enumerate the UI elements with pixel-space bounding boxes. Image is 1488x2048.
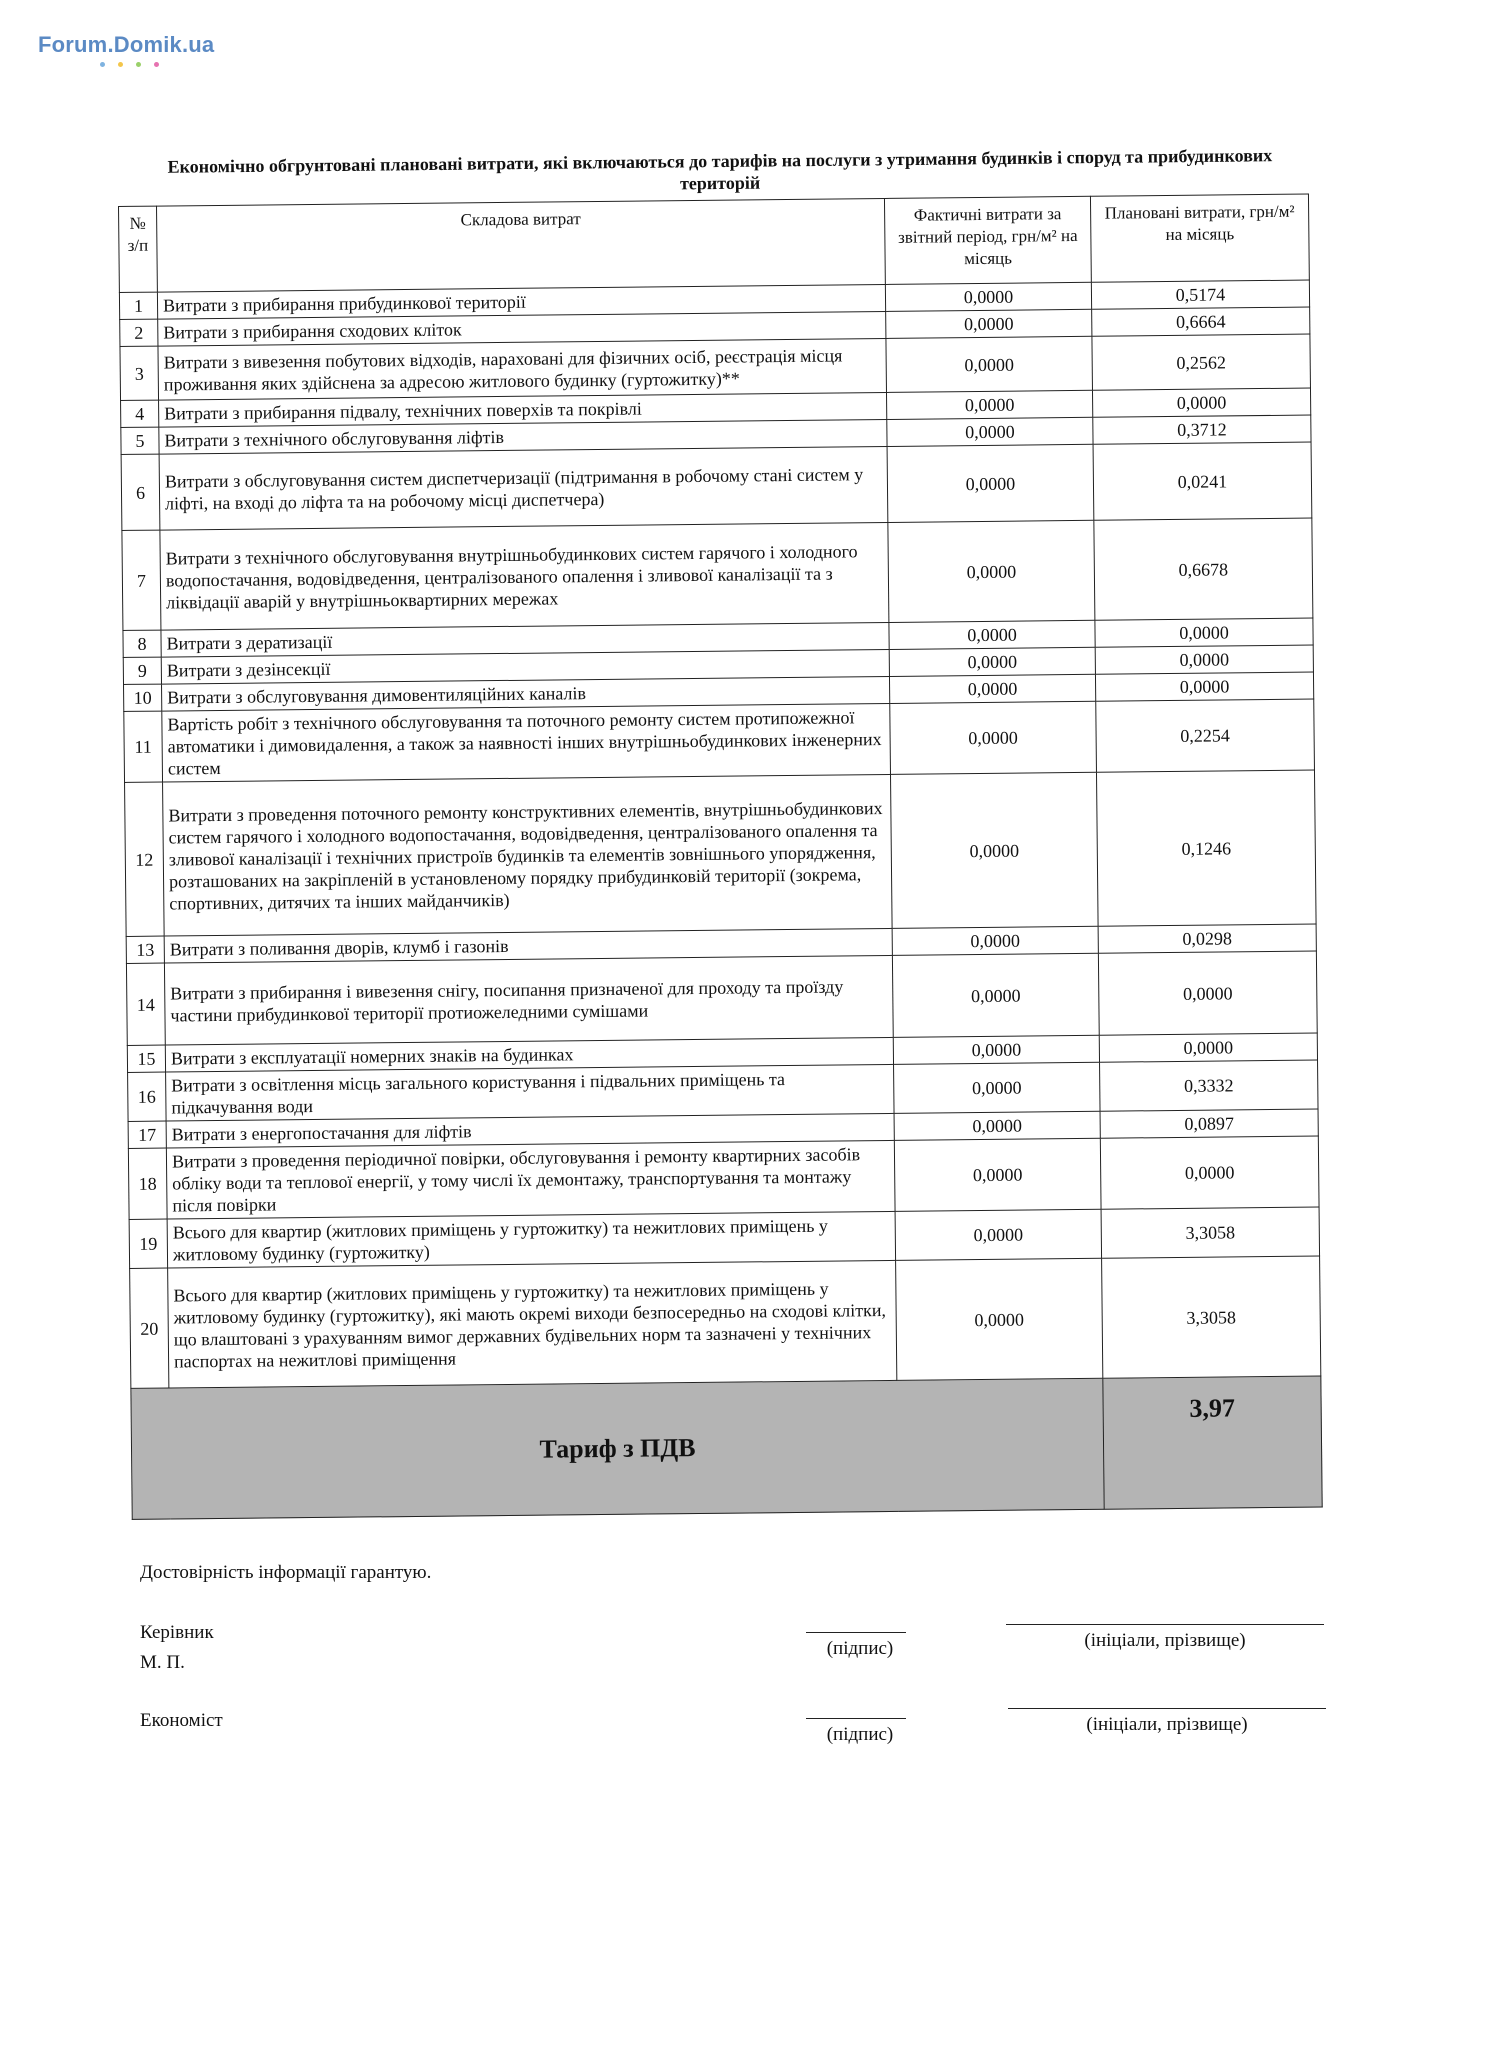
economist-name-label: (ініціали, прізвище) bbox=[1086, 1714, 1248, 1735]
row-number: 19 bbox=[129, 1219, 168, 1268]
economist-label: Економіст bbox=[140, 1710, 223, 1731]
stamp-label: М. П. bbox=[140, 1652, 185, 1673]
row-name: Витрати з прибирання і вивезення снігу, посипання призначеної для проходу та проїзду частини прибудинкової території протиожеледними сумішами bbox=[164, 955, 893, 1045]
row-number: 10 bbox=[124, 684, 162, 711]
row-number: 14 bbox=[126, 963, 165, 1045]
row-plan-value: 0,1246 bbox=[1096, 770, 1316, 926]
row-plan-value: 0,0000 bbox=[1092, 388, 1310, 417]
row-fact-value: 0,0000 bbox=[889, 647, 1095, 676]
table-row bbox=[130, 1256, 1321, 1388]
row-fact-value: 0,0000 bbox=[889, 674, 1095, 703]
row-plan-value: 0,0298 bbox=[1098, 924, 1316, 953]
economist-signature-line bbox=[806, 1718, 906, 1719]
watermark-dot bbox=[154, 62, 159, 67]
row-plan-value: 0,2562 bbox=[1092, 334, 1311, 390]
row-number: 11 bbox=[124, 711, 163, 782]
row-fact-value: 0,0000 bbox=[892, 926, 1098, 955]
row-fact-value: 0,0000 bbox=[892, 953, 1099, 1037]
row-fact-value: 0,0000 bbox=[893, 1035, 1099, 1064]
table-header-row bbox=[119, 194, 1310, 292]
row-plan-value: 0,0000 bbox=[1100, 1136, 1319, 1209]
table-row bbox=[125, 770, 1317, 936]
row-plan-value: 0,0897 bbox=[1100, 1109, 1318, 1138]
table-row bbox=[122, 518, 1313, 630]
row-name: Витрати з поливання дворів, клумб і газонів bbox=[164, 928, 892, 963]
row-name: Витрати з прибирання прибудинкової території bbox=[157, 284, 885, 319]
row-number: 16 bbox=[128, 1072, 167, 1121]
total-value: 3,97 bbox=[1103, 1376, 1322, 1509]
table-row bbox=[121, 442, 1312, 530]
row-fact-value: 0,0000 bbox=[885, 282, 1091, 311]
row-name: Всього для квартир (житлових приміщень у гуртожитку) та нежитлових приміщень у житловому будинку (гуртожитку), які мають окремі виходи безпосередньо на сходові клітки, що влаштовані з урахуванням вимог державних будівельних норм та зазначені у технічних паспортах на нежитлові приміщення bbox=[168, 1260, 897, 1388]
expenses-table bbox=[118, 194, 1323, 1520]
row-number: 2 bbox=[120, 319, 158, 346]
guarantee-text: Достовірність інформації гарантую. bbox=[140, 1562, 432, 1583]
row-name: Витрати з дезінсекції bbox=[161, 649, 889, 684]
expenses-sheet bbox=[118, 194, 1322, 1520]
watermark-dot bbox=[136, 62, 141, 67]
row-fact-value: 0,0000 bbox=[886, 336, 1093, 392]
total-row bbox=[131, 1376, 1322, 1519]
watermark-dot bbox=[118, 62, 123, 67]
row-number: 20 bbox=[130, 1268, 169, 1388]
row-name: Витрати з експлуатації номерних знаків на будинках bbox=[165, 1037, 893, 1072]
row-number: 9 bbox=[123, 657, 161, 684]
row-plan-value: 0,0000 bbox=[1099, 1033, 1317, 1062]
manager-name-label: (ініціали, прізвище) bbox=[1084, 1630, 1246, 1651]
row-plan-value: 0,6664 bbox=[1092, 307, 1310, 336]
row-plan-value: 0,0000 bbox=[1098, 951, 1317, 1035]
header-fact: Фактичні витрати за звітний період, грн/м² на місяць bbox=[884, 196, 1091, 284]
row-fact-value: 0,0000 bbox=[896, 1258, 1103, 1380]
row-plan-value: 0,0000 bbox=[1095, 645, 1313, 674]
row-fact-value: 0,0000 bbox=[887, 444, 1094, 522]
economist-signature-label: (підпис) bbox=[826, 1724, 894, 1745]
row-name: Витрати з енергопостачання для ліфтів bbox=[166, 1113, 894, 1148]
economist-name-line bbox=[1008, 1708, 1326, 1709]
row-name: Витрати з прибирання сходових кліток bbox=[158, 311, 886, 346]
forum-watermark: Forum.Domik.ua bbox=[38, 32, 215, 57]
row-fact-value: 0,0000 bbox=[890, 772, 1098, 928]
row-number: 8 bbox=[123, 630, 161, 657]
manager-signature-line bbox=[806, 1632, 906, 1633]
row-plan-value: 0,3712 bbox=[1093, 415, 1311, 444]
row-number: 4 bbox=[121, 400, 159, 427]
row-fact-value: 0,0000 bbox=[888, 520, 1095, 622]
row-name: Вартість робіт з технічного обслуговування та поточного ремонту систем протипожежної автоматики і димовидалення, а також за наявності інших внутрішньобудинкових інженерних систем bbox=[162, 703, 891, 782]
row-plan-value: 0,2254 bbox=[1096, 699, 1315, 772]
row-number: 5 bbox=[121, 427, 159, 454]
row-name: Всього для квартир (житлових приміщень у гуртожитку) та нежитлових приміщень у житловому будинку (гуртожитку) bbox=[167, 1211, 895, 1268]
row-plan-value: 0,6678 bbox=[1094, 518, 1313, 620]
header-plan: Плановані витрати, грн/м² на місяць bbox=[1090, 194, 1309, 282]
table-row bbox=[128, 1136, 1319, 1219]
row-name: Витрати з технічного обслуговування внутрішньобудинкових систем гарячого і холодного водопостачання, водовідведення, централізованого опалення і зливової каналізації та з ліквідації аварій у внутрішньоквартирних мережах bbox=[160, 522, 889, 630]
watermark-dot bbox=[100, 62, 105, 67]
row-fact-value: 0,0000 bbox=[895, 1209, 1102, 1260]
row-plan-value: 3,3058 bbox=[1102, 1256, 1321, 1378]
row-plan-value: 0,0000 bbox=[1095, 672, 1313, 701]
table-body bbox=[119, 280, 1320, 1388]
row-fact-value: 0,0000 bbox=[886, 390, 1092, 419]
row-plan-value: 0,0241 bbox=[1093, 442, 1312, 520]
watermark-dots bbox=[100, 62, 159, 67]
row-fact-value: 0,0000 bbox=[889, 620, 1095, 649]
total-label: Тариф з ПДВ bbox=[131, 1378, 1104, 1519]
manager-label: Керівник bbox=[140, 1622, 214, 1643]
row-name: Витрати з вивезення побутових відходів, нараховані для фізичних осіб, реєстрація місця проживання яких здійснена за адресою житлового будинку (гуртожитку)** bbox=[158, 338, 887, 400]
row-number: 3 bbox=[120, 346, 159, 400]
row-name: Витрати з обслуговування систем диспетчеризації (підтримання в робочому стані систем у ліфті, на вході до ліфта та на робочому місці диспетчера) bbox=[159, 446, 888, 530]
row-name: Витрати з дератизації bbox=[161, 622, 889, 657]
table-row bbox=[126, 951, 1317, 1045]
row-fact-value: 0,0000 bbox=[894, 1062, 1101, 1113]
row-fact-value: 0,0000 bbox=[894, 1138, 1101, 1211]
row-name: Витрати з обслуговування димовентиляційних каналів bbox=[162, 676, 890, 711]
row-number: 17 bbox=[128, 1121, 166, 1148]
row-plan-value: 0,3332 bbox=[1100, 1060, 1319, 1111]
row-fact-value: 0,0000 bbox=[887, 417, 1093, 446]
row-name: Витрати з проведення періодичної повірки, обслуговування і ремонту квартирних засобів обліку води та теплової енергії, у тому числі їх демонтажу, транспортування та монтажу після повірки bbox=[166, 1140, 895, 1219]
row-plan-value: 3,3058 bbox=[1101, 1207, 1320, 1258]
table-row bbox=[124, 699, 1315, 782]
header-name: Складова витрат bbox=[157, 198, 886, 292]
row-name: Витрати з технічного обслуговування ліфтів bbox=[159, 419, 887, 454]
row-number: 13 bbox=[126, 936, 164, 963]
row-name: Витрати з прибирання підвалу, технічних поверхів та покрівлі bbox=[159, 392, 887, 427]
header-num: № з/п bbox=[119, 206, 158, 292]
row-fact-value: 0,0000 bbox=[890, 701, 1097, 774]
document-title: Економічно обгрунтовані плановані витрати, які включаються до тарифів на послуги з утримання будинків і споруд та прибудинкових територій bbox=[167, 145, 1273, 194]
manager-signature-label: (підпис) bbox=[826, 1638, 894, 1659]
row-plan-value: 0,5174 bbox=[1091, 280, 1309, 309]
row-number: 6 bbox=[121, 454, 160, 530]
row-number: 15 bbox=[127, 1045, 165, 1072]
row-plan-value: 0,0000 bbox=[1095, 618, 1313, 647]
row-name: Витрати з освітлення місць загального користування і підвальних приміщень та підкачування води bbox=[166, 1064, 894, 1121]
row-number: 1 bbox=[119, 292, 157, 319]
row-number: 7 bbox=[122, 530, 161, 630]
row-number: 12 bbox=[125, 782, 165, 936]
row-fact-value: 0,0000 bbox=[886, 309, 1092, 338]
row-name: Витрати з проведення поточного ремонту конструктивних елементів, внутрішньобудинкових систем гарячого і холодного водопостачання, водовідведення, централізованого опалення та зливової каналізації і технічних пристроїв будинків та елементів зовнішнього упорядження, розташованих на закріпленій в установленому порядку прибудинковій території (зокрема, спортивних, дитячих та інших майданчиків) bbox=[163, 774, 893, 936]
row-fact-value: 0,0000 bbox=[894, 1111, 1100, 1140]
row-number: 18 bbox=[128, 1148, 167, 1219]
manager-name-line bbox=[1006, 1624, 1324, 1625]
